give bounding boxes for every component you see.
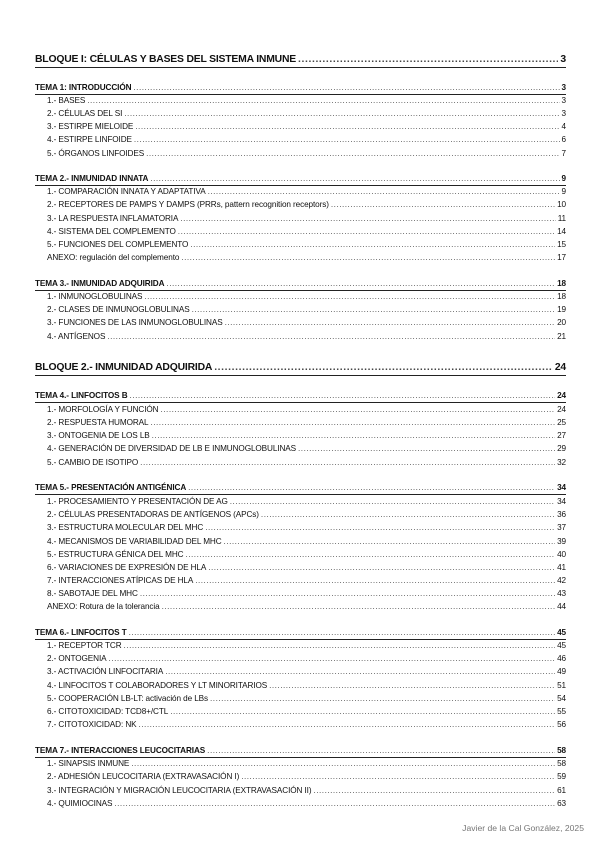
toc-item-row[interactable] (35, 721, 566, 729)
section-underline (35, 290, 566, 291)
toc-item-row[interactable] (35, 590, 566, 598)
dot-leader (195, 577, 555, 585)
toc-page-number: 9 (561, 187, 566, 196)
toc-page-number: 59 (557, 772, 566, 781)
toc-page-number: 51 (557, 681, 566, 690)
toc-page-number: 3 (561, 109, 566, 118)
dot-leader (188, 484, 555, 492)
dot-leader (185, 551, 555, 559)
toc-page-number: 27 (557, 431, 566, 440)
toc-entry-title: 4.- SISTEMA DEL COMPLEMENTO (47, 227, 176, 236)
toc-anexo-row[interactable] (35, 254, 566, 262)
dot-leader (162, 603, 555, 611)
dot-leader (165, 668, 555, 676)
dot-leader (224, 538, 556, 546)
toc-entry-title: 4.- GENERACIÓN DE DIVERSIDAD DE LB E INMUNOGLOBULINAS (47, 444, 297, 453)
toc-page-number: 37 (557, 523, 566, 532)
dot-leader (180, 215, 555, 223)
dot-leader (87, 97, 559, 105)
toc-entry-title: BLOQUE I: CÉLULAS Y BASES DEL SISTEMA INMUNE (35, 54, 297, 65)
toc-item-row[interactable] (35, 577, 566, 585)
toc-entry-title: 1.- SINAPSIS INMUNE (47, 759, 130, 768)
dot-leader (140, 459, 555, 467)
toc-page-number: 55 (557, 707, 566, 716)
toc-entry-title: 5.- COOPERACIÓN LB-LT: activación de LBs (47, 694, 209, 703)
toc-page-number: 19 (557, 305, 566, 314)
dot-leader (298, 55, 558, 65)
toc-item-row[interactable] (35, 708, 566, 716)
toc-anexo-row[interactable] (35, 603, 566, 611)
toc-entry-title: 5.- CAMBIO DE ISOTIPO (47, 458, 139, 467)
dot-leader (161, 406, 556, 414)
footer-author: Javier de la Cal González, 2025 (462, 823, 584, 833)
toc-entry-title: 6.- CITOTOXICIDAD: TCD8+/CTL (47, 707, 169, 716)
dot-leader (178, 228, 555, 236)
toc-entry-title: 4.- ESTIRPE LINFOIDE (47, 135, 132, 144)
toc-entry-title: 4.- ANTÍGENOS (47, 332, 106, 341)
dot-leader (230, 498, 555, 506)
section-underline (35, 757, 566, 758)
section-underline (35, 375, 566, 376)
dot-leader (313, 787, 555, 795)
dot-leader (107, 333, 555, 341)
toc-entry-title: TEMA 4.- LINFOCITOS B (35, 391, 128, 400)
toc-entry-title: 3.- ESTIRPE MIELOIDE (47, 122, 134, 131)
toc-page-number: 49 (557, 667, 566, 676)
toc-entry-title: 7.- CITOTOXICIDAD: NK (47, 720, 137, 729)
toc-tema-row[interactable] (35, 747, 566, 755)
toc-entry-title: 3.- FUNCIONES DE LAS INMUNOGLOBULINAS (47, 318, 223, 327)
toc-page-number: 24 (557, 391, 566, 400)
toc-entry-title: ANEXO: regulación del complemento (47, 253, 180, 262)
toc-entry-title: 2.- RECEPTORES DE PAMPS Y DAMPS (PRRs, pattern recognition receptors) (47, 200, 329, 209)
toc-entry-title: TEMA 7.- INTERACCIONES LEUCOCITARIAS (35, 746, 206, 755)
dot-leader (190, 241, 555, 249)
toc-page-number: 11 (557, 214, 566, 223)
toc-page-number: 41 (557, 563, 566, 572)
toc-entry-title: ANEXO: Rotura de la tolerancia (47, 602, 160, 611)
toc-item-row[interactable] (35, 136, 566, 144)
toc-page-number: 15 (557, 240, 566, 249)
toc-bloque-row[interactable] (35, 363, 566, 373)
toc-entry-title: 6.- VARIACIONES DE EXPRESIÓN DE HLA (47, 563, 207, 572)
dot-leader (139, 721, 556, 729)
toc-page-number: 63 (557, 799, 566, 808)
toc-page-number: 42 (557, 576, 566, 585)
toc-page-number: 14 (557, 227, 566, 236)
toc-entry-title: 3.- INTEGRACIÓN Y MIGRACIÓN LEUCOCITARIA (EXTRAVASACIÓN II) (47, 786, 312, 795)
toc-entry-title: 4.- LINFOCITOS T COLABORADORES Y LT MINORITARIOS (47, 681, 268, 690)
dot-leader (140, 590, 555, 598)
dot-leader (181, 254, 555, 262)
toc-item-row[interactable] (35, 773, 566, 781)
toc-item-row[interactable] (35, 306, 566, 314)
toc-entry-title: 2.- CÉLULAS DEL SI (47, 109, 123, 118)
toc-page-number: 7 (561, 149, 566, 158)
toc-entry-title: 2.- CÉLULAS PRESENTADORAS DE ANTÍGENOS (APCs) (47, 510, 259, 519)
toc-item-row[interactable] (35, 682, 566, 690)
toc-page-number: 36 (557, 510, 566, 519)
toc-item-row[interactable] (35, 333, 566, 341)
toc-entry-title: 3.- ONTOGENIA DE LOS LB (47, 431, 150, 440)
toc-entry-title: 4.- QUIMIOCINAS (47, 799, 113, 808)
dot-leader (298, 445, 555, 453)
dot-leader (109, 655, 556, 663)
toc-page-number: 46 (557, 654, 566, 663)
section-underline (35, 185, 566, 186)
section-underline (35, 639, 566, 640)
dot-leader (114, 800, 555, 808)
toc-item-row[interactable] (35, 97, 566, 105)
toc-item-row[interactable] (35, 419, 566, 427)
dot-leader (214, 363, 553, 373)
toc-entry-title: 5.- ÓRGANOS LINFOIDES (47, 149, 145, 158)
toc-page-number: 61 (557, 786, 566, 795)
dot-leader (129, 629, 555, 637)
toc-item-row[interactable] (35, 800, 566, 808)
toc-item-row[interactable] (35, 498, 566, 506)
toc-entry-title: 1.- RECEPTOR TCR (47, 641, 122, 650)
toc-page-number: 29 (557, 444, 566, 453)
toc-page-number: 58 (557, 746, 566, 755)
toc-entry-title: 3.- ACTIVACIÓN LINFOCITARIA (47, 667, 164, 676)
toc-item-row[interactable] (35, 459, 566, 467)
toc-item-row[interactable] (35, 406, 566, 414)
toc-item-row[interactable] (35, 564, 566, 572)
dot-leader (210, 695, 555, 703)
toc-page-number: 54 (557, 694, 566, 703)
dot-leader (135, 123, 559, 131)
dot-leader (130, 392, 556, 400)
toc-entry-title: TEMA 1: INTRODUCCIÓN (35, 83, 132, 92)
toc-entry-title: 2.- CLASES DE INMUNOGLOBULINAS (47, 305, 190, 314)
toc-item-row[interactable] (35, 228, 566, 236)
section-underline (35, 402, 566, 403)
dot-leader (170, 708, 555, 716)
toc-page-number: 10 (557, 200, 566, 209)
toc-entry-title: 2.- ADHESIÓN LEUCOCITARIA (EXTRAVASACIÓN I) (47, 772, 240, 781)
toc-entry-title: 1.- BASES (47, 96, 86, 105)
dot-leader (241, 773, 555, 781)
toc-page-number: 58 (557, 759, 566, 768)
dot-leader (146, 150, 559, 158)
toc-entry-title: 1.- MORFOLOGÍA Y FUNCIÓN (47, 405, 159, 414)
dot-leader (133, 84, 559, 92)
dot-leader (134, 136, 560, 144)
dot-leader (131, 760, 555, 768)
toc-item-row[interactable] (35, 695, 566, 703)
toc-item-row[interactable] (35, 110, 566, 118)
toc-entry-title: TEMA 2.- INMUNIDAD INNATA (35, 174, 149, 183)
toc-page-number: 45 (557, 628, 566, 637)
toc-entry-title: 5.- FUNCIONES DEL COMPLEMENTO (47, 240, 189, 249)
toc-item-row[interactable] (35, 551, 566, 559)
dot-leader (208, 188, 560, 196)
toc-entry-title: 5.- ESTRUCTURA GÉNICA DEL MHC (47, 550, 184, 559)
toc-page-number: 45 (557, 641, 566, 650)
toc-item-row[interactable] (35, 201, 566, 209)
toc-entry-title: 8.- SABOTAJE DEL MHC (47, 589, 138, 598)
dot-leader (225, 319, 556, 327)
toc-entry-title: 1.- INMUNOGLOBULINAS (47, 292, 143, 301)
toc-item-row[interactable] (35, 655, 566, 663)
toc-item-row[interactable] (35, 538, 566, 546)
toc-item-row[interactable] (35, 432, 566, 440)
dot-leader (269, 682, 555, 690)
toc-entry-title: 1.- PROCESAMIENTO Y PRESENTACIÓN DE AG (47, 497, 228, 506)
toc-tema-row[interactable] (35, 484, 566, 492)
toc-entry-title: 2.- RESPUESTA HUMORAL (47, 418, 149, 427)
dot-leader (166, 280, 555, 288)
toc-page-number: 25 (557, 418, 566, 427)
toc-item-row[interactable] (35, 445, 566, 453)
dot-leader (124, 642, 556, 650)
toc-page-number: 44 (557, 602, 566, 611)
toc-entry-title: TEMA 6.- LINFOCITOS T (35, 628, 127, 637)
toc-page-number: 34 (557, 483, 566, 492)
toc-tema-row[interactable] (35, 84, 566, 92)
toc-item-row[interactable] (35, 642, 566, 650)
toc-page-number: 24 (557, 405, 566, 414)
toc-page-number: 24 (554, 362, 566, 373)
toc-page-number: 34 (557, 497, 566, 506)
toc-item-row[interactable] (35, 241, 566, 249)
toc-entry-title: 3.- LA RESPUESTA INFLAMATORIA (47, 214, 179, 223)
toc-tema-row[interactable] (35, 392, 566, 400)
toc-item-row[interactable] (35, 150, 566, 158)
section-underline (35, 94, 566, 95)
dot-leader (208, 564, 555, 572)
toc-page-number: 40 (557, 550, 566, 559)
toc-page-number: 43 (557, 589, 566, 598)
toc-entry-title: 1.- COMPARACIÓN INNATA Y ADAPTATIVA (47, 187, 206, 196)
dot-leader (192, 306, 555, 314)
toc-item-row[interactable] (35, 760, 566, 768)
toc-page-number: 21 (557, 332, 566, 341)
dot-leader (150, 419, 555, 427)
toc-page-number: 32 (557, 458, 566, 467)
dot-leader (124, 110, 559, 118)
toc-entry-title: 3.- ESTRUCTURA MOLECULAR DEL MHC (47, 523, 204, 532)
toc-entry-title: BLOQUE 2.- INMUNIDAD ADQUIRIDA (35, 362, 213, 373)
toc-page-number: 18 (557, 279, 566, 288)
dot-leader (331, 201, 555, 209)
dot-leader (150, 175, 559, 183)
dot-leader (207, 747, 555, 755)
dot-leader (144, 293, 555, 301)
toc-entry-title: TEMA 3.- INMUNIDAD ADQUIRIDA (35, 279, 165, 288)
toc-tema-row[interactable] (35, 175, 566, 183)
toc-item-row[interactable] (35, 293, 566, 301)
toc-entry-title: 2.- ONTOGENIA (47, 654, 107, 663)
toc-entry-title: 4.- MECANISMOS DE VARIABILIDAD DEL MHC (47, 537, 222, 546)
toc-page-number: 39 (557, 537, 566, 546)
toc-item-row[interactable] (35, 215, 566, 223)
toc-page-number: 3 (561, 83, 566, 92)
toc-page-number: 6 (561, 135, 566, 144)
toc-page-number: 3 (560, 54, 566, 65)
toc-entry-title: TEMA 5.- PRESENTACIÓN ANTIGÉNICA (35, 483, 187, 492)
dot-leader (205, 524, 555, 532)
section-underline (35, 494, 566, 495)
toc-entry-title: 7.- INTERACCIONES ATÍPICAS DE HLA (47, 576, 194, 585)
toc-page-number: 4 (561, 122, 566, 131)
toc-page-number: 3 (561, 96, 566, 105)
toc-page-number: 56 (557, 720, 566, 729)
dot-leader (261, 511, 555, 519)
toc-item-row[interactable] (35, 319, 566, 327)
toc-page-number: 17 (557, 253, 566, 262)
toc-item-row[interactable] (35, 188, 566, 196)
toc-page-number: 9 (561, 174, 566, 183)
toc-item-row[interactable] (35, 787, 566, 795)
toc-item-row[interactable] (35, 511, 566, 519)
toc-item-row[interactable] (35, 524, 566, 532)
dot-leader (152, 432, 555, 440)
toc-item-row[interactable] (35, 668, 566, 676)
toc-page-number: 18 (557, 292, 566, 301)
toc-bloque-row[interactable] (35, 55, 566, 65)
toc-tema-row[interactable] (35, 280, 566, 288)
toc-item-row[interactable] (35, 123, 566, 131)
toc-page-number: 20 (557, 318, 566, 327)
section-underline (35, 67, 566, 68)
toc-tema-row[interactable] (35, 629, 566, 637)
